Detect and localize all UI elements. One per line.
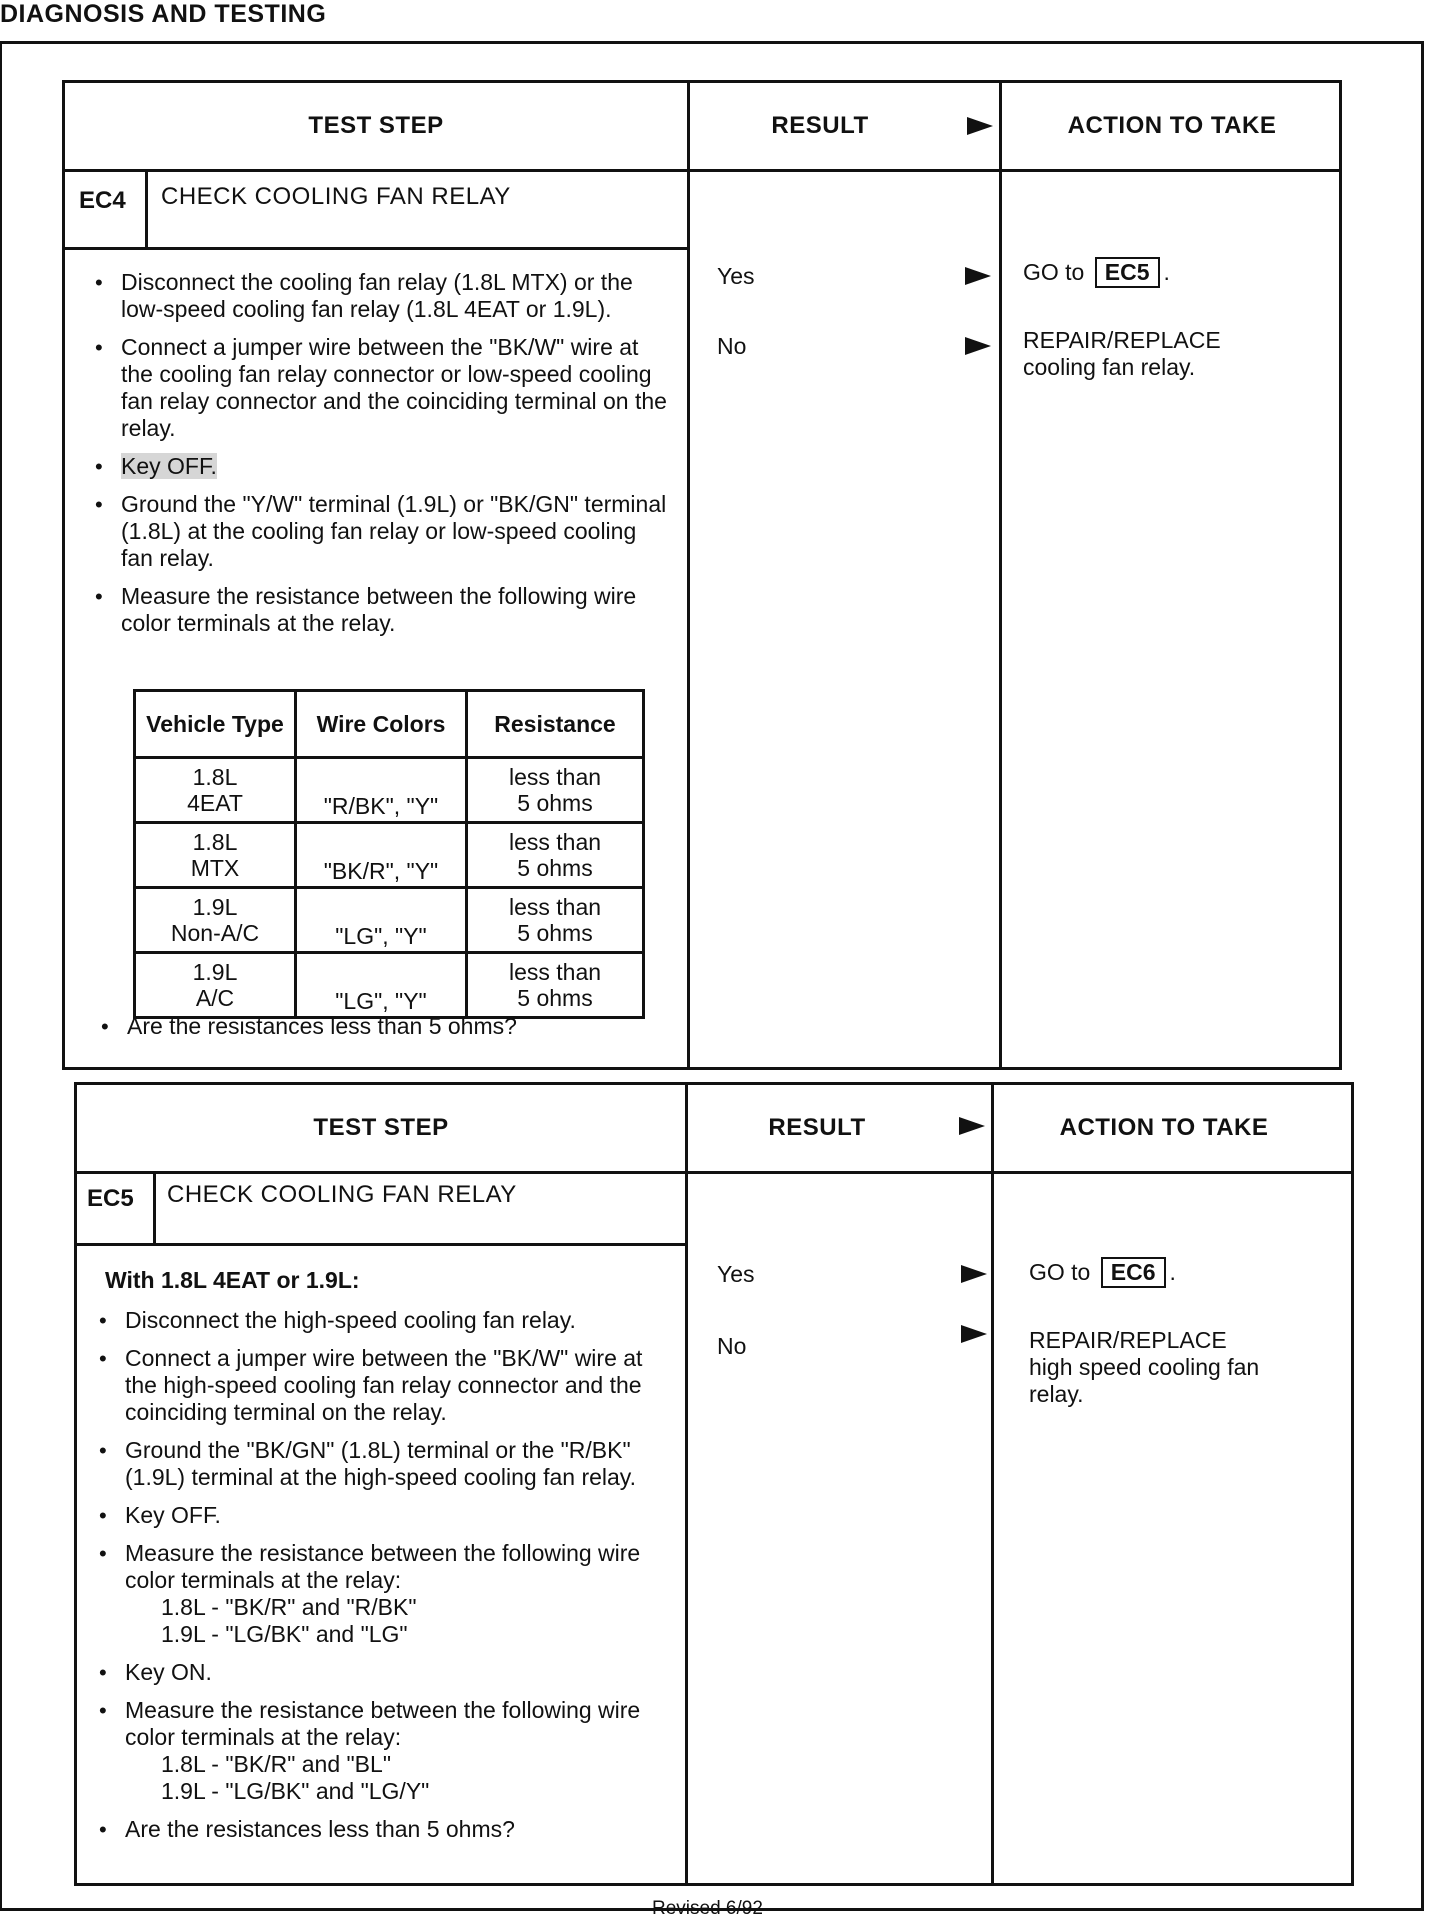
- list-item: • Connect a jumper wire between the "BK/W" wire at the cooling fan relay connector or low-speed cooling fan relay connector and the coinciding terminal on the relay.: [89, 334, 669, 442]
- resistance-cell: less than: [508, 959, 602, 985]
- sub-item: 1.8L - "BK/R" and "R/BK": [161, 1594, 417, 1620]
- list-item: • Ground the "Y/W" terminal (1.9L) or "BK/GN" terminal (1.8L) at the cooling fan relay or low-speed cooling fan relay.: [89, 491, 669, 572]
- result-no: No: [717, 1333, 747, 1359]
- table-row: [135, 953, 644, 1018]
- result-arrow-icon: [965, 337, 991, 355]
- list-item: • Key OFF.: [93, 1502, 673, 1529]
- action-no-line: REPAIR/REPLACE: [1023, 327, 1221, 353]
- list-item: • Ground the "BK/GN" (1.8L) terminal or the "R/BK" (1.9L) terminal at the high-speed cooling fan relay.: [93, 1437, 673, 1491]
- step-title: CHECK COOLING FAN RELAY: [161, 183, 511, 210]
- resistance-table: [133, 689, 645, 1019]
- step-intro: With 1.8L 4EAT or 1.9L:: [105, 1267, 360, 1293]
- list-item: • Disconnect the high-speed cooling fan relay.: [93, 1307, 673, 1334]
- header-result: RESULT: [771, 112, 869, 139]
- action-no-line: high speed cooling fan: [1029, 1354, 1260, 1380]
- highlighted-step: Key OFF.: [121, 453, 217, 479]
- action-goto-prefix: GO to: [1029, 1259, 1091, 1285]
- page-footer: Revised 6/92: [652, 1898, 763, 1919]
- list-item: • Are the resistances less than 5 ohms?: [93, 1816, 673, 1843]
- list-item: [93, 1540, 673, 1648]
- header-action: ACTION TO TAKE: [1059, 1114, 1269, 1141]
- step-code: EC4: [79, 187, 126, 214]
- vehicle-cell: 1.8L: [192, 829, 238, 855]
- result-yes: Yes: [717, 263, 755, 289]
- resistance-cell: less than: [508, 764, 602, 790]
- test-block-ec4: [62, 80, 1342, 1070]
- list-item: • Connect a jumper wire between the "BK/W" wire at the high-speed cooling fan relay connector and the coinciding terminal on the relay.: [93, 1345, 673, 1426]
- wire-cell: "LG", "Y": [335, 988, 427, 1014]
- action-no: [1029, 1327, 1259, 1408]
- header-action: ACTION TO TAKE: [1067, 112, 1277, 139]
- table-row: [135, 823, 644, 888]
- table-row: [135, 758, 644, 823]
- goto-step-link[interactable]: EC5: [1095, 257, 1160, 288]
- action-goto-suffix: .: [1169, 1259, 1176, 1285]
- resistance-cell: 5 ohms: [517, 790, 593, 816]
- step-list: [89, 269, 669, 648]
- table-header: Resistance: [467, 691, 644, 758]
- vehicle-cell: 4EAT: [187, 790, 243, 816]
- action-no: [1023, 327, 1221, 381]
- action-goto-prefix: GO to: [1023, 259, 1085, 285]
- step-code: EC5: [87, 1185, 134, 1212]
- vehicle-cell: MTX: [190, 855, 240, 881]
- result-arrow-icon: [965, 267, 991, 285]
- resistance-cell: less than: [508, 829, 602, 855]
- sub-item: 1.9L - "LG/BK" and "LG/Y": [161, 1778, 430, 1804]
- list-item: [93, 1697, 673, 1805]
- result-yes: Yes: [717, 1261, 755, 1287]
- vehicle-cell: 1.9L: [192, 959, 238, 985]
- list-item: • Are the resistances less than 5 ohms?: [95, 1013, 665, 1040]
- action-yes: [1023, 257, 1170, 288]
- action-no-line: cooling fan relay.: [1023, 354, 1196, 380]
- wire-cell: "LG", "Y": [335, 923, 427, 949]
- page-heading: DIAGNOSIS AND TESTING: [0, 0, 327, 28]
- resistance-cell: 5 ohms: [517, 985, 593, 1011]
- vehicle-cell: 1.9L: [192, 894, 238, 920]
- sub-item: 1.9L - "LG/BK" and "LG": [161, 1621, 408, 1647]
- result-arrow-icon: [961, 1265, 987, 1283]
- result-no: No: [717, 333, 747, 359]
- table-header: Vehicle Type: [135, 691, 296, 758]
- list-item: • Measure the resistance between the following wire color terminals at the relay.: [89, 583, 669, 637]
- vehicle-cell: A/C: [195, 985, 235, 1011]
- action-no-line: relay.: [1029, 1381, 1084, 1407]
- step-list: [93, 1307, 673, 1854]
- step-title: CHECK COOLING FAN RELAY: [167, 1181, 517, 1208]
- header-test-step: TEST STEP: [313, 1114, 449, 1141]
- resistance-cell: 5 ohms: [517, 920, 593, 946]
- list-item: [89, 453, 669, 480]
- step-text: Measure the resistance between the following wire color terminals at the relay:: [125, 1697, 641, 1750]
- vehicle-cell: Non-A/C: [170, 920, 260, 946]
- list-item: • Disconnect the cooling fan relay (1.8L MTX) or the low-speed cooling fan relay (1.8L 4EAT or 1.9L).: [89, 269, 669, 323]
- header-arrow-icon: [967, 117, 993, 135]
- wire-cell: "R/BK", "Y": [323, 793, 439, 819]
- wire-cell: "BK/R", "Y": [323, 858, 439, 884]
- list-item: • Key ON.: [93, 1659, 673, 1686]
- header-arrow-icon: [959, 1117, 985, 1135]
- action-yes: [1029, 1257, 1176, 1288]
- question-list: [95, 1013, 665, 1051]
- vehicle-cell: 1.8L: [192, 764, 238, 790]
- sub-item: 1.8L - "BK/R" and "BL": [161, 1751, 391, 1777]
- resistance-cell: less than: [508, 894, 602, 920]
- resistance-cell: 5 ohms: [517, 855, 593, 881]
- action-no-line: REPAIR/REPLACE: [1029, 1327, 1227, 1353]
- header-result: RESULT: [768, 1114, 866, 1141]
- test-block-ec5: [74, 1082, 1354, 1886]
- header-test-step: TEST STEP: [308, 112, 444, 139]
- table-header: Wire Colors: [296, 691, 467, 758]
- goto-step-link[interactable]: EC6: [1101, 1257, 1166, 1288]
- result-arrow-icon: [961, 1325, 987, 1343]
- action-goto-suffix: .: [1163, 259, 1170, 285]
- table-row: [135, 888, 644, 953]
- step-text: Measure the resistance between the following wire color terminals at the relay:: [125, 1540, 641, 1593]
